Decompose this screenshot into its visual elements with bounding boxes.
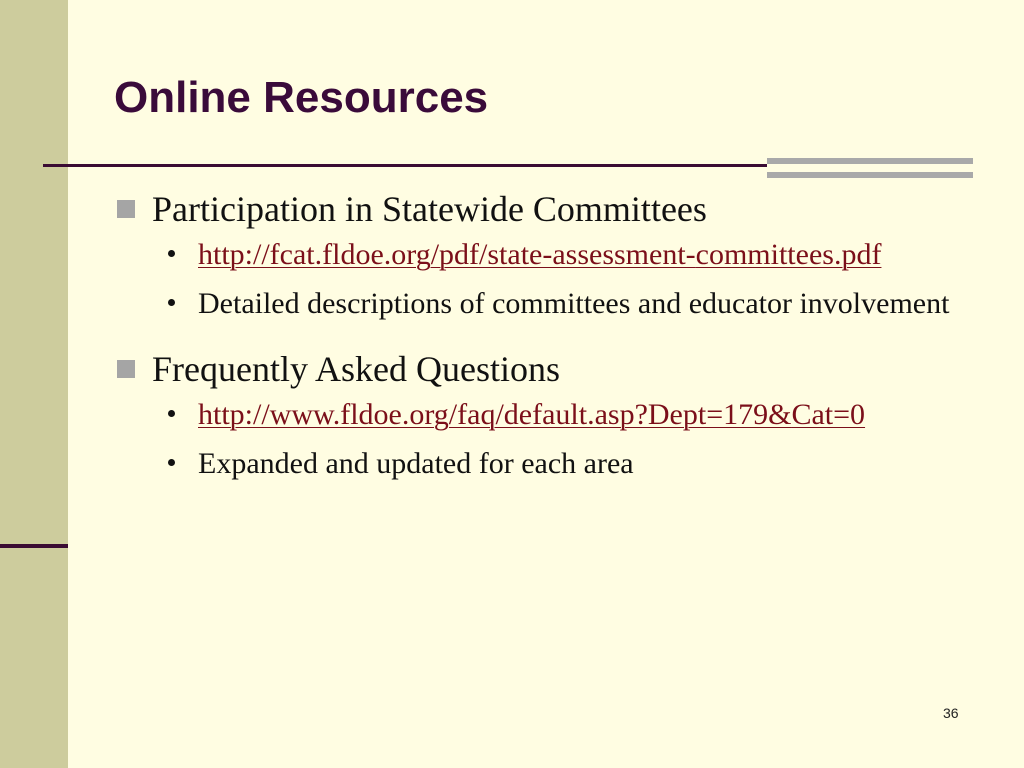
bullet-heading: Participation in Statewide Committees	[152, 189, 707, 229]
dot-bullet-icon	[168, 250, 175, 257]
accent-bar-gap	[767, 164, 973, 172]
square-bullet-icon	[117, 200, 135, 218]
sub-bullet-text: Expanded and updated for each area	[198, 447, 634, 480]
left-band-divider	[0, 544, 68, 548]
committees-pdf-link[interactable]: http://fcat.fldoe.org/pdf/state-assessment-committees.pdf	[198, 238, 882, 271]
bullet-faq	[114, 346, 974, 392]
left-decorative-band	[0, 0, 68, 768]
sub-bullet-committees-link	[114, 236, 974, 274]
sub-bullet-committees-description	[114, 285, 974, 323]
dot-bullet-icon	[168, 410, 175, 417]
slide-number: 36	[943, 705, 959, 721]
bullet-committees	[114, 186, 974, 232]
slide-content	[114, 186, 974, 494]
sub-bullet-faq-description	[114, 445, 974, 483]
dot-bullet-icon	[168, 459, 175, 466]
sub-bullet-text: Detailed descriptions of committees and educator involvement	[198, 287, 950, 320]
bullet-heading: Frequently Asked Questions	[152, 349, 560, 389]
title-underline-rule	[43, 164, 770, 167]
dot-bullet-icon	[168, 299, 175, 306]
square-bullet-icon	[117, 360, 135, 378]
faq-link[interactable]: http://www.fldoe.org/faq/default.asp?Dept=179&Cat=0	[198, 398, 866, 431]
accent-bar-lower	[767, 172, 973, 178]
sub-bullet-faq-link	[114, 396, 974, 434]
slide-title: Online Resources	[114, 73, 489, 122]
